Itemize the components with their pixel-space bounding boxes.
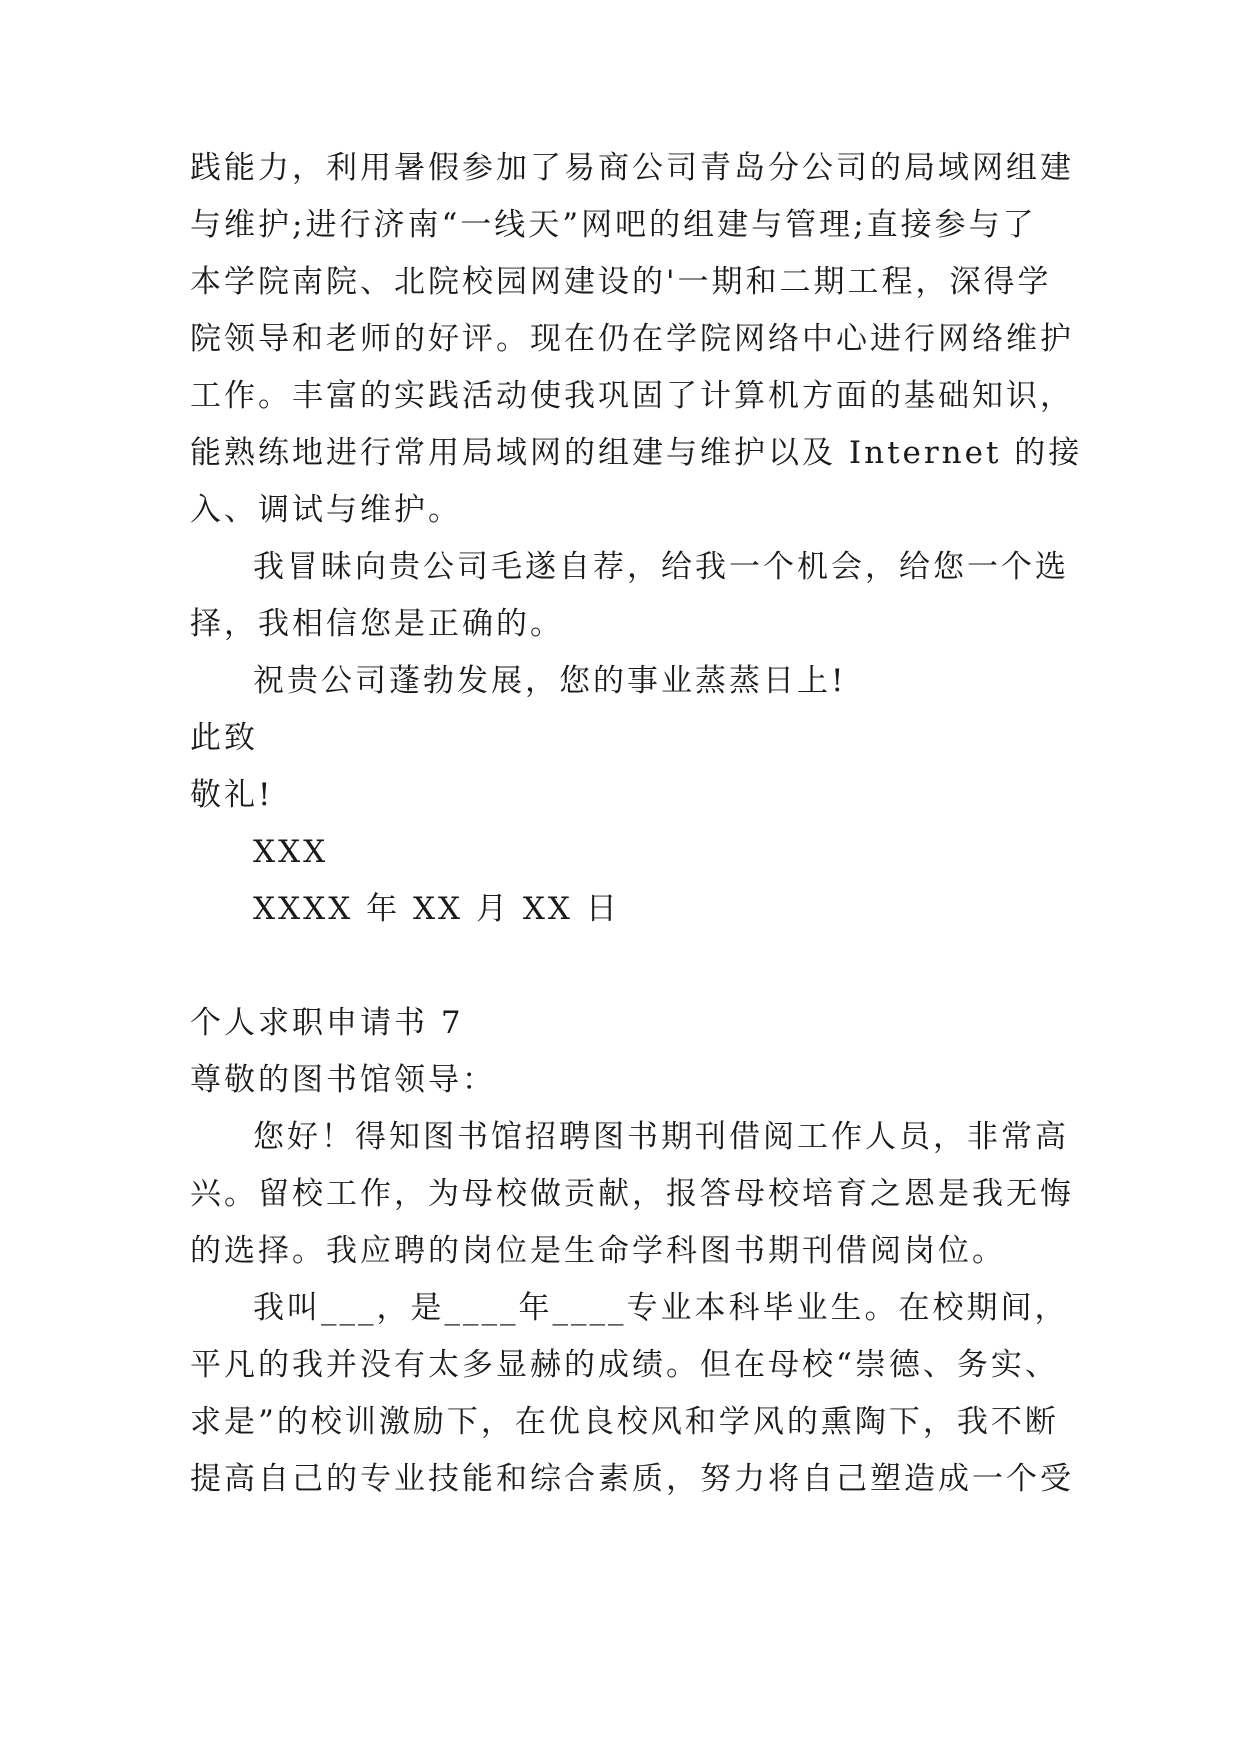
- paragraph-line: 院领导和老师的好评。现在仍在学院网络中心进行网络维护: [190, 321, 1074, 357]
- closing-line: 此致: [190, 720, 258, 756]
- paragraph-line: 祝贵公司蓬勃发展，您的事业蒸蒸日上!: [253, 663, 847, 699]
- paragraph-line: 践能力，利用暑假参加了易商公司青岛分公司的局域网组建: [190, 150, 1074, 186]
- paragraph-line: 本学院南院、北院校园网建设的'一期和二期工程，深得学: [190, 264, 1052, 300]
- signature-name: XXX: [253, 834, 329, 870]
- paragraph-line: 提高自己的专业技能和综合素质，努力将自己塑造成一个受: [190, 1461, 1074, 1497]
- paragraph-line: 工作。丰富的实践活动使我巩固了计算机方面的基础知识，: [190, 378, 1074, 414]
- section-title: 个人求职申请书 7: [190, 1005, 464, 1041]
- paragraph-line: 您好！得知图书馆招聘图书期刊借阅工作人员，非常高: [253, 1119, 1069, 1155]
- paragraph-line: 入、调试与维护。: [190, 492, 462, 528]
- paragraph-line: 能熟练地进行常用局域网的组建与维护以及 Internet 的接: [190, 435, 1083, 471]
- paragraph-line: 我叫___，是____年____专业本科毕业生。在校期间，: [253, 1290, 1069, 1326]
- paragraph-line: 的选择。我应聘的岗位是生命学科图书期刊借阅岗位。: [190, 1233, 1006, 1269]
- paragraph-line: 兴。留校工作，为母校做贡献，报答母校培育之恩是我无悔: [190, 1176, 1074, 1212]
- salutation: 尊敬的图书馆领导：: [190, 1062, 496, 1098]
- paragraph-line: 择，我相信您是正确的。: [190, 606, 564, 642]
- paragraph-line: 与维护;进行济南“一线天”网吧的组建与管理;直接参与了: [190, 207, 1037, 243]
- closing-line: 敬礼!: [190, 777, 274, 813]
- paragraph-line: 我冒昧向贵公司毛遂自荐，给我一个机会，给您一个选: [253, 549, 1069, 585]
- paragraph-line: 平凡的我并没有太多显赫的成绩。但在母校“崇德、务实、: [190, 1347, 1059, 1383]
- paragraph-line: 求是”的校训激励下，在优良校风和学风的熏陶下，我不断: [190, 1404, 1059, 1440]
- signature-date: XXXX 年 XX 月 XX 日: [253, 891, 620, 927]
